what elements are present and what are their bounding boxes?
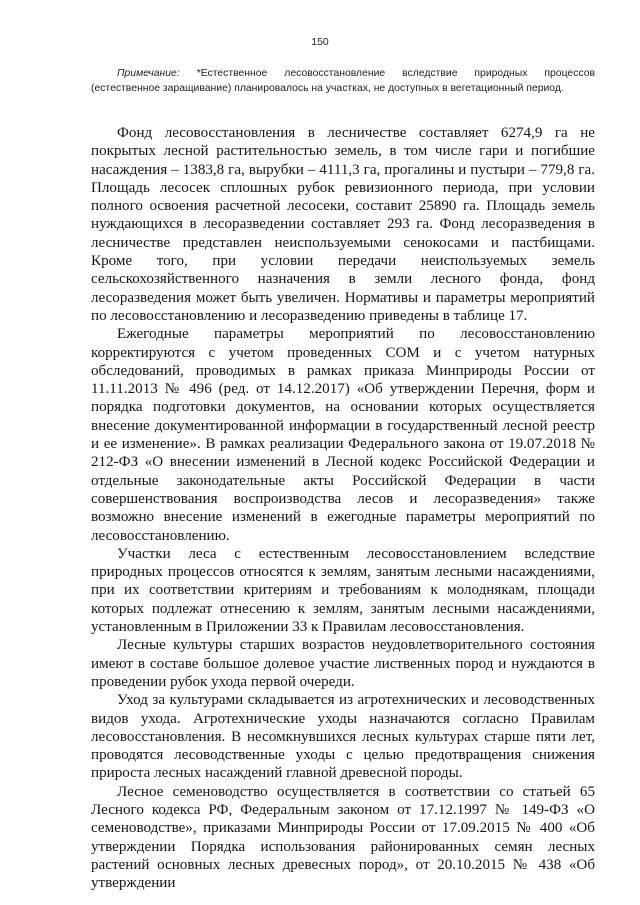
paragraph-culture-care: Уход за культурами складывается из агротехнических и лесоводственных видов ухода. Агротехнические уходы назначаются согласно Правилам лесовосстановления. В несомкнувшихся лесных культурах старше пяти лет, проводятся лесоводственные уходы с целью предотвращения снижения прироста лесных насаждений главной древесной породы. [91,692,595,782]
body-text [91,124,595,892]
note-label: Примечание: [117,68,180,79]
paragraph-older-forest-cultures: Лесные культуры старших возрастов неудовлетворительного состояния имеют в составе большое долевое участие лиственных пород и нуждаются в проведении рубок ухода первой очереди. [91,637,595,690]
note [91,66,595,96]
note-text: *Естественное лесовосстановление вследствие природных процессов (естественное заращивание) планировалось на участках, не доступных в вегетационный период. [91,68,595,94]
paragraph-forest-seed-production: Лесное семеноводство осуществляется в соответствии со статьей 65 Лесного кодекса РФ, Федеральным законом от 17.12.1997 № 149-ФЗ «О семеноводстве», приказами Минприроды России от 17.09.2015 № 400 «Об утверждении Порядка использования районированных семян лесных растений основных лесных древесных пород», от 20.10.2015 № 438 «Об утверждении [91,783,595,892]
page-number: 150 [311,36,329,48]
paragraph-forest-restoration-fund: Фонд лесовосстановления в лесничестве составляет 6274,9 га не покрытых лесной растительностью земель, в том числе гари и погибшие насаждения – 1383,8 га, вырубки – 4111,3 га, прогалины и пустыри – 779,8 га. Площадь лесосек сплошных рубок ревизионного периода, при условии полного освоения расчетной лесосеки, составит 25890 га. Площадь земель нуждающихся в лесоразведении составляет 293 га. Фонд лесоразведения в лесничестве представлен неиспользуемыми сенокосами и пастбищами. Кроме того, при условии передачи неиспользуемых земель сельскохозяйственного назначения в земли лесного фонда, фонд лесоразведения может быть увеличен. Нормативы и параметры мероприятий по лесовосстановлению и лесоразведению приведены в таблице 17. [91,125,595,324]
paragraph-annual-parameters: Ежегодные параметры мероприятий по лесовосстановлению корректируются с учетом проведенных СОМ и с учетом натурных обследований, проводимых в рамках приказа Минприроды России от 11.11.2013 № 496 (ред. от 14.12.2017) «Об утверждении Перечня, форм и порядка подготовки документов, на основании которых осуществляется внесение документированной информации в государственный лесной реестр и ее изменение». В рамках реализации Федерального закона от 19.07.2018 № 212-ФЗ «О внесении изменений в Лесной кодекс Российской Федерации и отдельные законодательные акты Российской Федерации в части совершенствования воспроизводства лесов и лесоразведения» также возможно внесение изменений в ежегодные параметры мероприятий по лесовосстановлению. [91,326,595,544]
paragraph-natural-restoration-plots: Участки леса с естественным лесовосстановлением вследствие природных процессов относятся к землям, занятым лесными насаждениями, при их соответствии критериям и требованиям к молоднякам, площади которых подлежат отнесению к землям, занятым лесными насаждениями, установленным в Приложении 33 к Правилам лесовосстановления. [91,545,595,636]
